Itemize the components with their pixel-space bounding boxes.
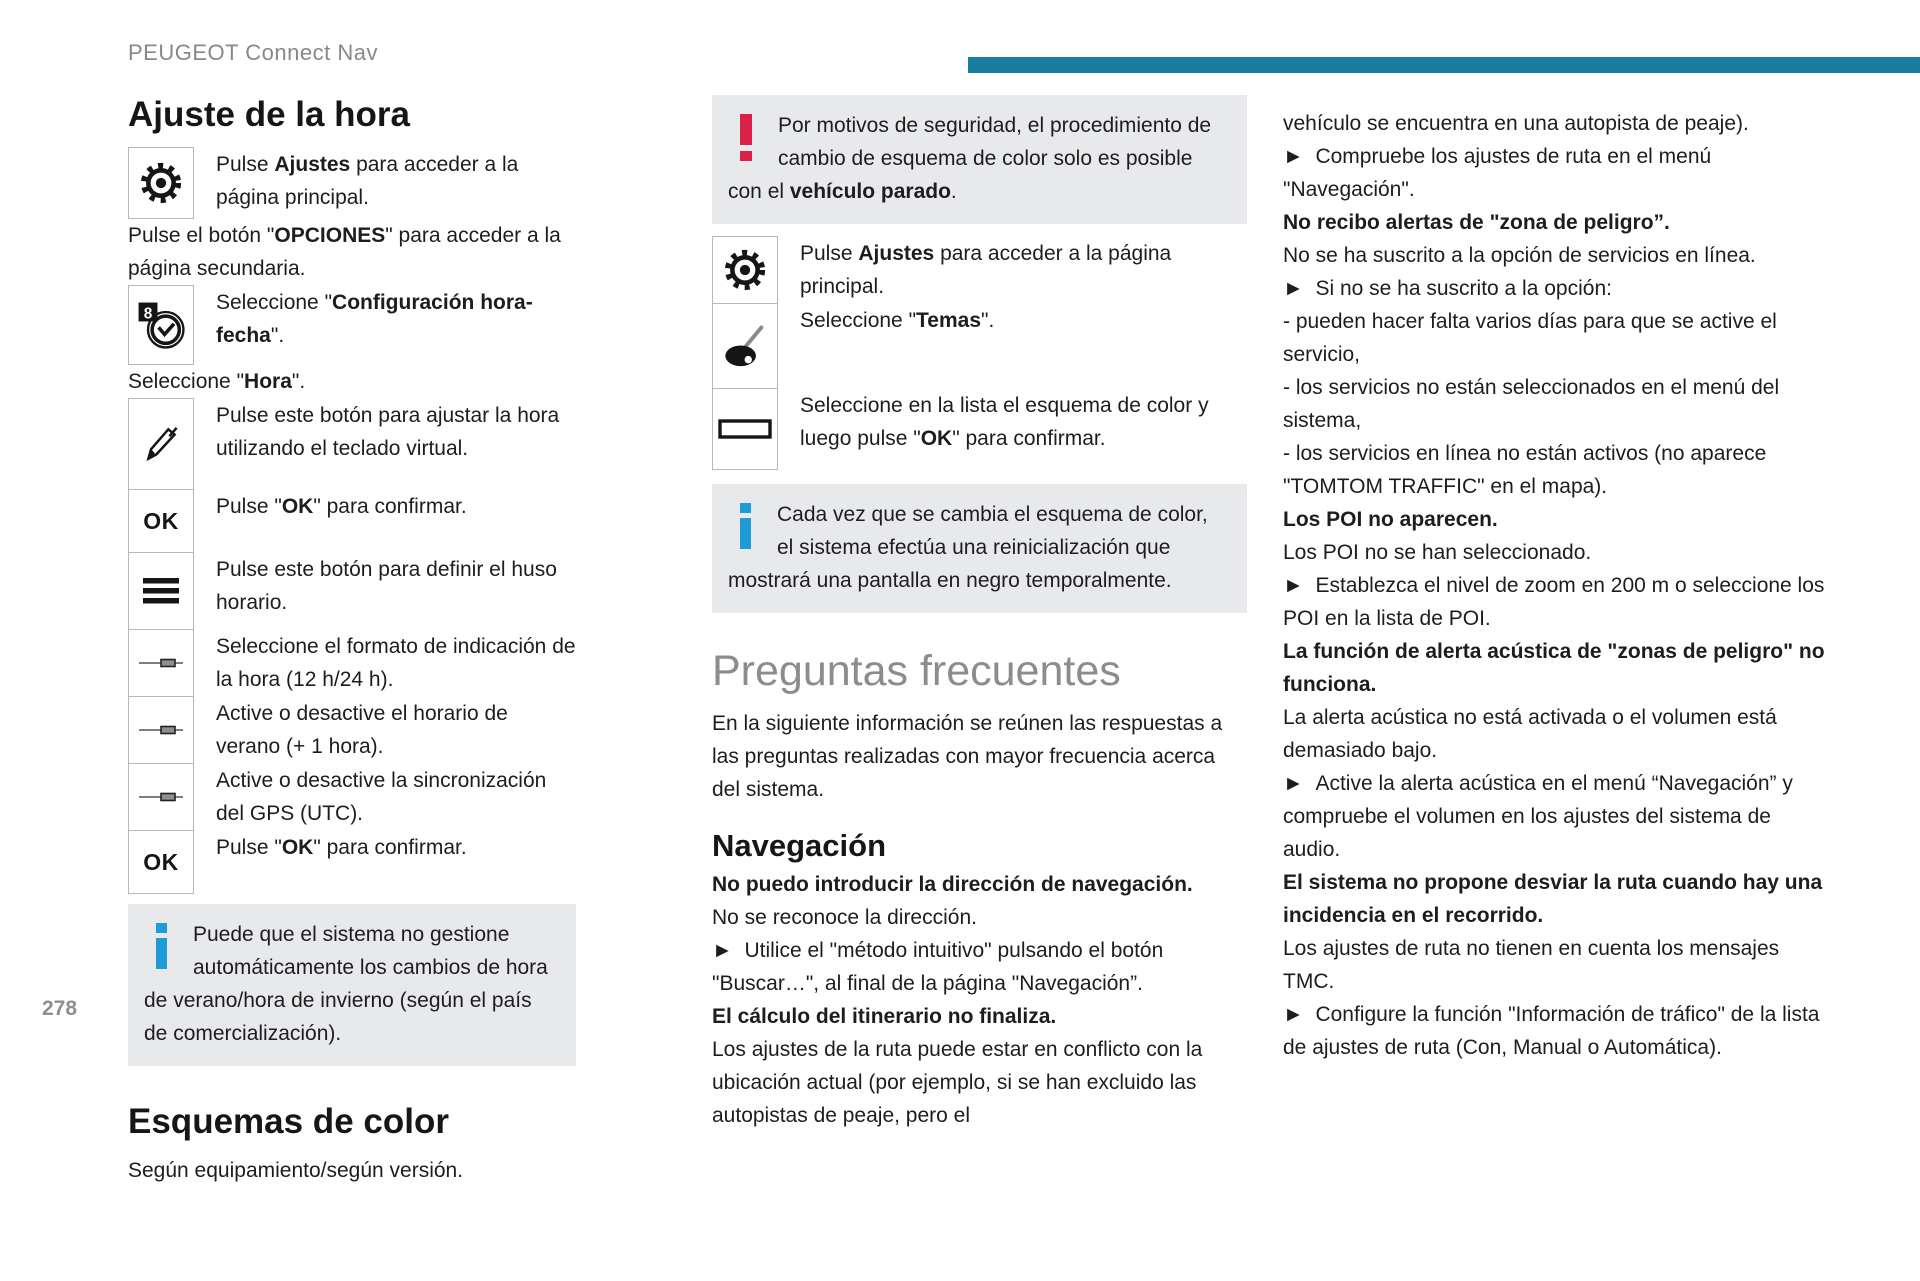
pencil-icon [128,398,194,490]
section-title-preguntas-frecuentes: Preguntas frecuentes [712,647,1121,695]
calendar-badge: 8 [143,305,153,323]
warning-icon [740,114,752,161]
column-middle [712,95,1247,1132]
note-text: Cada vez que se cambia el esquema de color, el sistema efectúa una reinicialización que mostrará una pantalla en negro temporalmente. [728,503,1208,592]
paragraph: El sistema no propone desviar la ruta cuando hay una incidencia en el recorrido. [1283,871,1823,927]
paragraph: La alerta acústica no está activada o el volumen está demasiado bajo. [1283,706,1777,762]
paragraph: ► Configure la función "Información de tráfico" de la lista de ajustes de ruta (Con, Manual o Automática). [1283,1003,1820,1059]
content-columns [128,95,1831,1187]
step-row [712,303,1247,389]
step-text: Seleccione en la lista el esquema de color y luego pulse "OK" para confirmar. [800,394,1209,450]
paragraph: No se reconoce la dirección. [712,906,977,929]
paragraph: No puedo introducir la dirección de navegación. [712,873,1193,896]
paragraph: En la siguiente información se reúnen las respuestas a las preguntas realizadas con mayor frecuencia acerca del sistema. [712,712,1223,801]
gear-icon [128,147,194,219]
section-title-esquemas-color: Esquemas de color [128,1102,449,1141]
slider-icon [128,696,194,764]
date-time-settings-icon [128,285,194,365]
steps-list [128,398,576,894]
document-title: PEUGEOT Connect Nav [128,40,378,65]
column-right [1283,95,1831,1064]
step-text: Seleccione el formato de indicación de la hora (12 h/24 h). [216,635,576,691]
slider-icon [128,763,194,831]
paragraph: ► Utilice el "método intuitivo" pulsando el botón "Buscar…", al final de la página "Navegación”. [712,939,1164,995]
paragraph: Los POI no se han seleccionado. [1283,541,1592,564]
paragraph: ► Active la alerta acústica en el menú “Navegación” y compruebe el volumen en los ajustes del sistema de audio. [1283,772,1793,861]
step-text: Pulse este botón para definir el huso horario. [216,558,557,614]
ok-button-icon [128,489,194,553]
info-note [712,484,1247,613]
paragraph: ► Compruebe los ajustes de ruta en el menú "Navegación". [1283,145,1712,201]
step-row [712,388,1247,470]
paragraph: - pueden hacer falta varios días para que se active el servicio, [1283,310,1777,366]
step-text: Pulse "OK" para confirmar. [216,495,467,518]
step-text: Active o desactive el horario de verano (+ 1 hora). [216,702,508,758]
step-row [128,285,576,365]
section-title-navegacion: Navegación [712,828,887,863]
step-row [128,552,576,630]
step-row [128,489,576,553]
info-note [128,904,576,1066]
step-row [128,147,576,219]
step-text: Seleccione "Configuración hora-fecha". [216,291,533,347]
ok-button-icon [128,830,194,894]
paragraph: ► Si no se ha suscrito a la opción: [1283,277,1612,300]
gear-icon [712,236,778,304]
step-row [128,830,576,894]
paragraph: - los servicios no están seleccionados en el menú del sistema, [1283,376,1780,432]
paragraph: El cálculo del itinerario no finaliza. [712,1005,1057,1028]
slider-icon [128,629,194,697]
step-text: Seleccione "Temas". [800,309,995,332]
step-row [128,629,576,697]
step-text: Pulse "OK" para confirmar. [216,836,467,859]
color-scheme-icon [712,388,778,470]
page-number: 278 [42,997,78,1020]
column-left [128,95,576,1187]
header-accent-bar [968,57,1920,73]
paragraph: Seleccione "Hora". [128,370,306,393]
paragraph: Pulse el botón "OPCIONES" para acceder a la página secundaria. [128,224,561,280]
section-title-ajuste-hora: Ajuste de la hora [128,95,411,134]
paragraph: ► Establezca el nivel de zoom en 200 m o seleccione los POI en la lista de POI. [1283,574,1825,630]
ok-label: OK [143,848,179,875]
ok-label: OK [143,507,179,534]
note-text: Por motivos de seguridad, el procedimiento de cambio de esquema de color solo es posible con el vehículo parado. [728,114,1212,203]
paragraph: - los servicios en línea no están activos (no aparece "TOMTOM TRAFFIC" en el mapa). [1283,442,1767,498]
paragraph: No recibo alertas de "zona de peligro”. [1283,211,1670,234]
step-row [128,696,576,764]
paragraph: No se ha suscrito a la opción de servicios en línea. [1283,244,1756,267]
info-icon [740,503,751,549]
warning-note [712,95,1247,224]
step-text: Pulse Ajustes para acceder a la página principal. [216,153,519,209]
paragraph: Los POI no aparecen. [1283,508,1498,531]
paragraph: Los ajustes de ruta no tienen en cuenta los mensajes TMC. [1283,937,1780,993]
paragraph: Según equipamiento/según versión. [128,1159,464,1182]
step-row [712,236,1247,304]
step-text: Pulse este botón para ajustar la hora utilizando el teclado virtual. [216,404,560,460]
step-row [128,398,576,490]
palette-icon [712,303,778,389]
step-text: Pulse Ajustes para acceder a la página principal. [800,242,1172,298]
step-text: Active o desactive la sincronización del GPS (UTC). [216,769,547,825]
info-icon [156,923,167,969]
paragraph: La función de alerta acústica de "zonas de peligro" no funciona. [1283,640,1825,696]
step-row [128,763,576,831]
paragraph: Los ajustes de la ruta puede estar en conflicto con la ubicación actual (por ejemplo, si se han excluido las autopistas de peaje, pero el [712,1038,1203,1127]
menu-lines-icon [128,552,194,630]
steps-list [712,236,1247,470]
note-text: Puede que el sistema no gestione automáticamente los cambios de hora de verano/hora de invierno (según el país de comercialización). [144,923,548,1045]
paragraph: vehículo se encuentra en una autopista de peaje). [1283,112,1749,135]
